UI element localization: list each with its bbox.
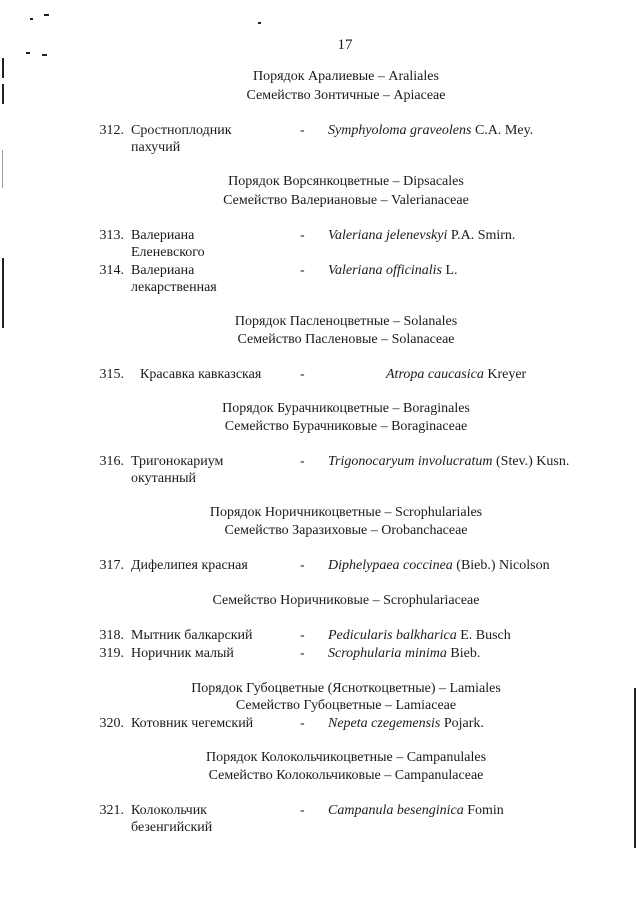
species-name-latin (328, 453, 569, 470)
entry-dash: - (300, 454, 305, 469)
family-heading: Семейство Валериановые – Valerianaceae (223, 193, 469, 208)
species-name-ru: Норичник малый (131, 646, 234, 661)
latin-binomial: Pedicularis balkharica (328, 628, 457, 643)
entry-dash: - (300, 646, 305, 661)
author-citation: L. (441, 263, 458, 278)
latin-binomial: Scrophularia minima (328, 646, 447, 661)
entry-number: 318. (99, 628, 124, 643)
family-heading: Семейство Бурачниковые – Boraginaceae (224, 419, 468, 434)
species-name-ru: Котовник чегемский (131, 716, 254, 731)
family-heading: Семейство Заразиховые – Orobanchaceae (224, 523, 468, 538)
species-name-ru: безенгийский (131, 820, 213, 835)
species-name-ru: Еленевского (131, 245, 205, 260)
species-name-ru: Тригонокариум (131, 454, 224, 469)
family-heading: Семейство Зонтичные – Apiaceae (246, 88, 446, 103)
entry-number: 312. (99, 123, 124, 138)
latin-binomial: Valeriana officinalis (328, 263, 442, 278)
species-name-latin (328, 262, 458, 279)
scan-mark (44, 14, 49, 16)
species-name-ru: пахучий (131, 140, 181, 155)
author-citation: Kreyer (483, 367, 527, 382)
latin-binomial: Campanula besenginica (328, 803, 464, 818)
species-name-ru: Валериана (131, 228, 195, 243)
species-name-latin (328, 122, 533, 139)
latin-binomial: Diphelypaea coccinea (328, 558, 453, 573)
entry-dash: - (300, 228, 305, 243)
family-heading: Семейство Пасленовые – Solanaceae (237, 332, 455, 347)
latin-binomial: Atropa caucasica (386, 367, 484, 382)
author-citation: E. Busch (456, 628, 511, 643)
entry-number: 317. (99, 558, 124, 573)
entry-dash: - (300, 803, 305, 818)
entry-dash: - (300, 123, 305, 138)
author-citation: P.A. Smirn. (447, 228, 516, 243)
species-name-latin (328, 227, 515, 244)
entry-dash: - (300, 558, 305, 573)
entry-number: 316. (99, 454, 124, 469)
latin-binomial: Symphyoloma graveolens (328, 123, 472, 138)
entry-dash: - (300, 628, 305, 643)
scan-mark (258, 22, 261, 24)
entry-dash: - (300, 367, 305, 382)
author-citation: Pojark. (440, 716, 484, 731)
author-citation: C.A. Mey. (471, 123, 534, 138)
latin-binomial: Nepeta czegemensis (328, 716, 441, 731)
species-name-latin (328, 715, 484, 732)
order-heading: Порядок Ворсянкоцветные – Dipsacales (228, 174, 464, 189)
entry-number: 313. (99, 228, 124, 243)
latin-binomial: Trigonocaryum involucratum (328, 454, 493, 469)
order-heading: Порядок Норичникоцветные – Scrophulariales (209, 505, 483, 520)
order-heading: Порядок Аралиевые – Araliales (253, 69, 439, 84)
order-heading: Порядок Губоцветные (Ясноткоцветные) – Lamiales (191, 681, 501, 696)
species-name-ru: окутанный (131, 471, 196, 486)
author-citation: (Bieb.) Nicolson (452, 558, 550, 573)
scan-mark (42, 54, 47, 56)
entry-dash: - (300, 263, 305, 278)
entry-number: 321. (99, 803, 124, 818)
species-name-ru: Колокольчик (131, 803, 207, 818)
species-name-latin (386, 366, 526, 383)
author-citation: Bieb. (446, 646, 481, 661)
entry-number: 314. (99, 263, 124, 278)
entry-dash: - (300, 716, 305, 731)
species-name-ru: Красавка кавказская (140, 367, 262, 382)
order-heading: Порядок Бурачникоцветные – Boraginales (222, 401, 470, 416)
family-heading: Семейство Губоцветные – Lamiaceae (235, 698, 457, 713)
species-name-ru: Дифелипея красная (131, 558, 248, 573)
latin-binomial: Valeriana jelenevskyi (328, 228, 448, 243)
species-name-ru: Валериана (131, 263, 195, 278)
family-heading: Семейство Норичниковые – Scrophulariaceae (212, 593, 480, 608)
species-name-latin (328, 557, 550, 574)
species-name-ru: лекарственная (131, 280, 217, 295)
species-name-latin (328, 645, 480, 662)
entry-number: 315. (99, 367, 124, 382)
order-heading: Порядок Колокольчикоцветные – Campanulales (205, 750, 487, 765)
author-citation: (Stev.) Kusn. (492, 454, 570, 469)
family-heading: Семейство Колокольчиковые – Campanulaceae (208, 768, 484, 783)
species-name-latin (328, 802, 504, 819)
author-citation: Fomin (463, 803, 504, 818)
entry-number: 319. (99, 646, 124, 661)
scan-mark (30, 18, 33, 20)
species-name-ru: Сростноплодник (131, 123, 232, 138)
species-name-ru: Мытник балкарский (131, 628, 253, 643)
order-heading: Порядок Пасленоцветные – Solanales (234, 314, 458, 329)
page-number: 17 (337, 37, 353, 53)
species-name-latin (328, 627, 511, 644)
entry-number: 320. (99, 716, 124, 731)
